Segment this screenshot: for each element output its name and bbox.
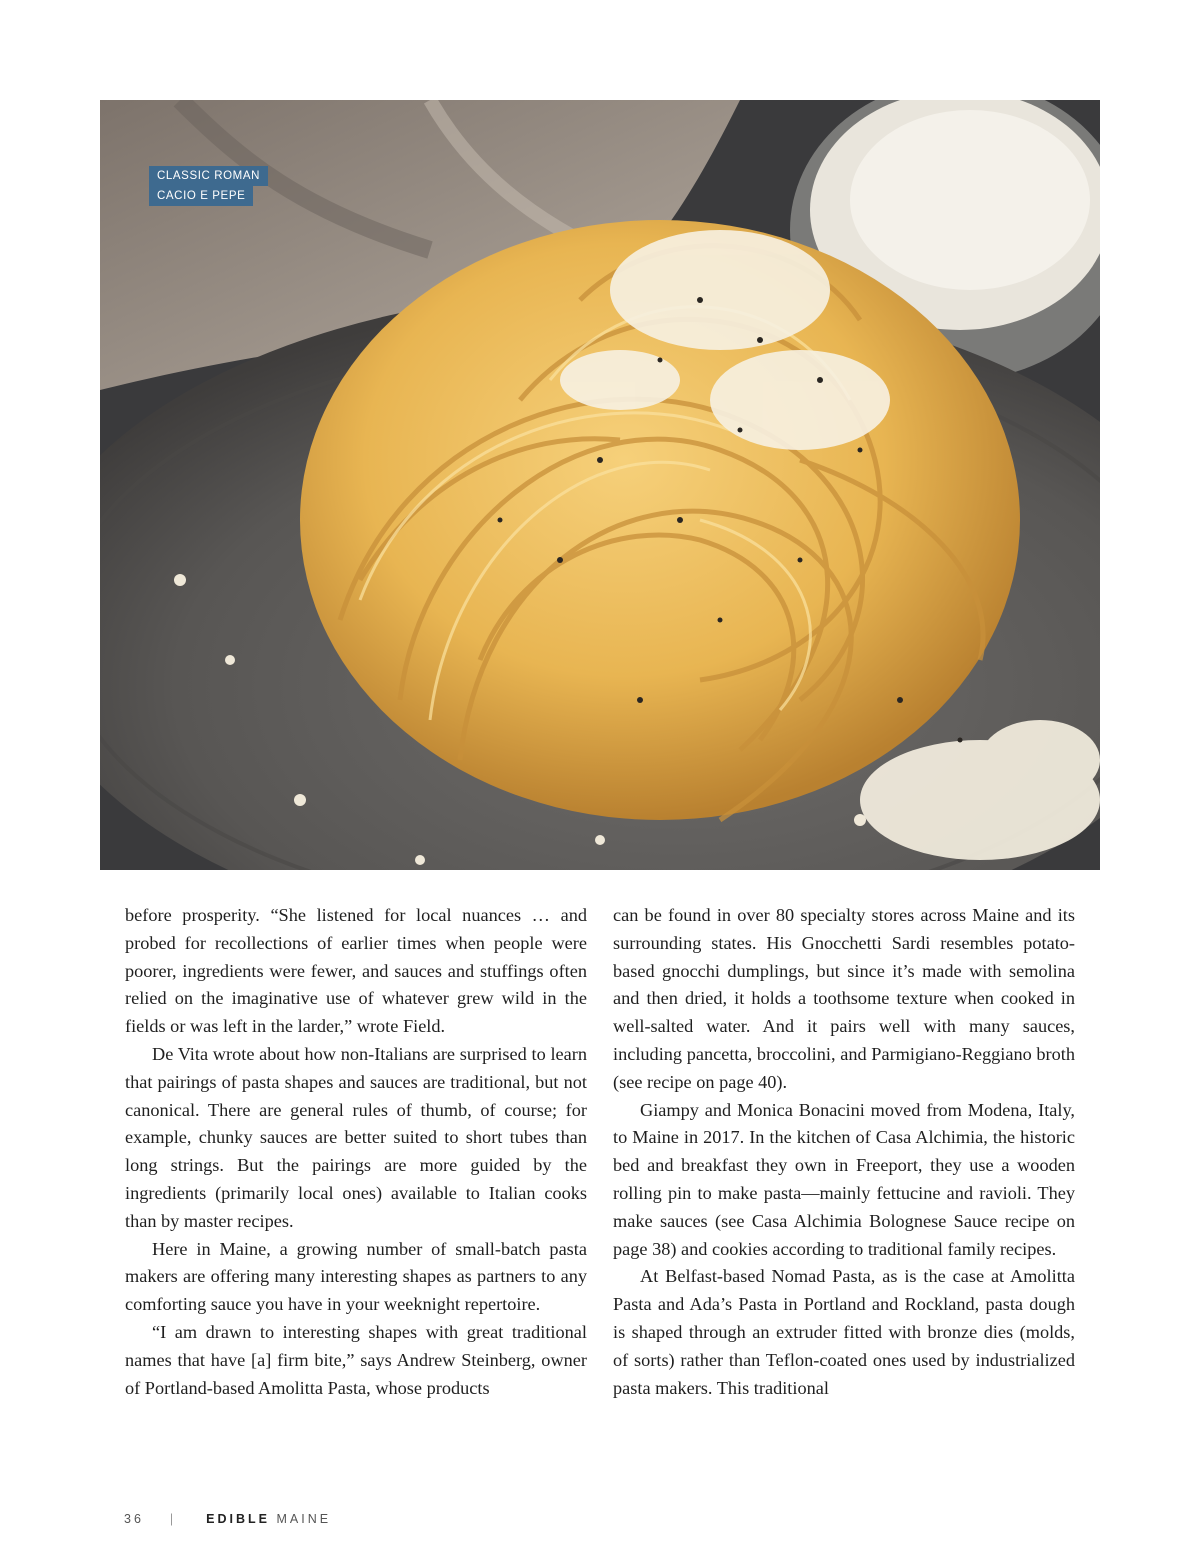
paragraph: can be found in over 80 specialty stores across Maine and its surrounding states. His Gnocchetti Sardi resembles potato-based gnocchi dumplings, but since it’s made with semolina and then dried, it holds a toothsome texture when cooked in well-salted water. And it pairs well with many sauces, including pancetta, broccolini, and Parmigiano-Reggiano broth (see recipe on page 40).	[613, 905, 1075, 1092]
hero-photo	[100, 100, 1100, 870]
cacio-e-pepe-photo	[100, 100, 1100, 870]
magazine-name-bold: EDIBLE	[206, 1512, 270, 1526]
caption-line-2: CACIO E PEPE	[149, 186, 253, 206]
article-column-right	[613, 902, 1075, 1402]
paragraph: At Belfast-based Nomad Pasta, as is the case at Amolitta Pasta and Ada’s Pasta in Portland and Rockland, pasta dough is shaped through an extruder fitted with bronze dies (molds, of sorts) rather than Teflon-coated ones used by industrialized pasta makers. This traditional	[613, 1266, 1075, 1398]
page-number: 36	[124, 1512, 144, 1526]
paragraph: Giampy and Monica Bonacini moved from Modena, Italy, to Maine in 2017. In the kitchen of Casa Alchimia, the historic bed and breakfast they own in Freeport, they use a wooden rolling pin to make pasta—mainly fettucine and ravioli. They make sauces (see Casa Alchimia Bolognese Sauce recipe on page 38) and cookies according to traditional family recipes.	[613, 1099, 1075, 1259]
caption-line-1: CLASSIC ROMAN	[149, 166, 268, 186]
paragraph: “I am drawn to interesting shapes with great traditional names that have [a] firm bite,” says Andrew Steinberg, owner of Portland-based Amolitta Pasta, whose products	[125, 1321, 587, 1398]
page-footer	[124, 1512, 331, 1526]
paragraph: Here in Maine, a growing number of small-batch pasta makers are offering many interesting shapes as partners to any comforting sauce you have in your weeknight repertoire.	[125, 1238, 587, 1315]
paragraph: before prosperity. “She listened for local nuances … and probed for recollections of earlier times when people were poorer, ingredients were fewer, and sauces and stuffings often relied on the imaginative use of whatever grew wild in the fields or was left in the larder,” wrote Field.	[125, 905, 587, 1037]
paragraph: De Vita wrote about how non-Italians are surprised to learn that pairings of pasta shapes and sauces are traditional, but not canonical. There are general rules of thumb, of course; for example, chunky sauces are better suited to short tubes than long strings. But the pairings are more guided by the ingredients (primarily local ones) available to Italian cooks than by master recipes.	[125, 1043, 587, 1231]
footer-separator: |	[169, 1512, 177, 1526]
photo-caption	[149, 166, 268, 206]
article-column-left	[125, 902, 587, 1402]
magazine-name-region: MAINE	[276, 1512, 332, 1526]
